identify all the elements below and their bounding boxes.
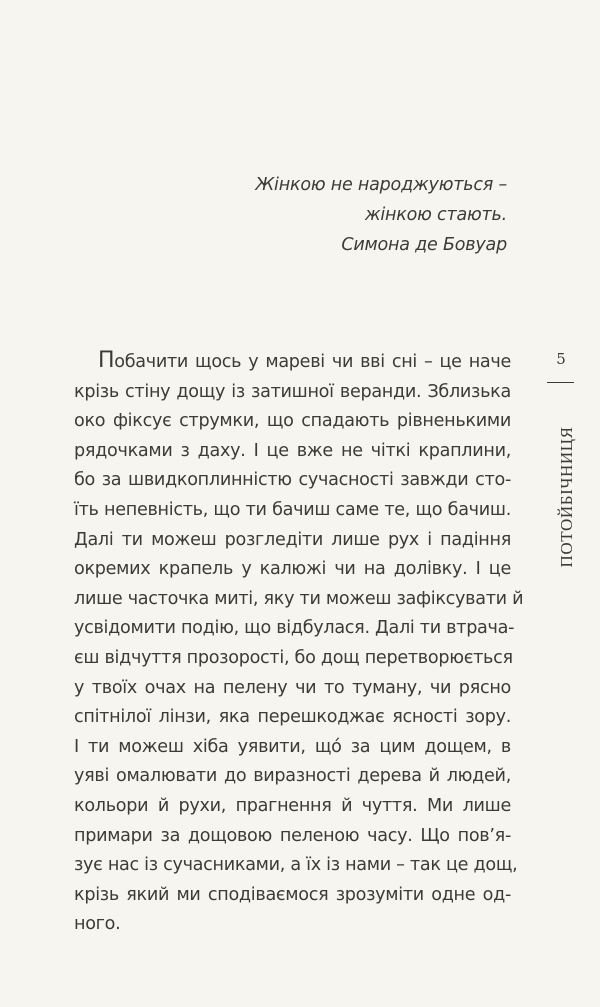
text-line: бо за швидкоплинністю сучасності завжди сто-	[74, 470, 511, 491]
text-line: окремих крапель у калюжі чи на долівку. І це	[74, 559, 511, 580]
page-number: 5	[556, 350, 566, 368]
text-line: єш відчуття прозорості, бо дощ перетворюється	[74, 647, 513, 668]
text-line: кольори й рухи, прагнення й чуття. Ми лише	[74, 795, 511, 816]
body-paragraph	[74, 346, 524, 940]
text-line: крізь який ми сподіваємося зрозуміти одне од-	[74, 884, 511, 905]
epigraph-line: жінкою стають.	[364, 205, 507, 225]
text-line: примари за дощовою пеленою часу. Що пов’я-	[74, 825, 511, 846]
text-line: їть непевність, що ти бачиш саме те, що бачиш.	[74, 499, 511, 520]
epigraph-line: Жінкою не народжуються –	[255, 175, 507, 195]
epigraph	[255, 170, 507, 260]
epigraph-author: Симона де Бовуар	[341, 235, 507, 255]
divider	[547, 382, 574, 383]
text-line	[74, 346, 511, 378]
text-line: рядочками з даху. І це вже не чіткі краплини,	[74, 440, 511, 461]
text-line: око фіксує струмки, що спадають рівненькими	[74, 411, 511, 432]
text-line-content: обачити щось у мареві чи вві сні – це наче	[114, 352, 511, 372]
text-line: зує нас із сучасниками, а їх із нами – так це дощ,	[74, 855, 518, 876]
text-line: ного.	[74, 914, 121, 935]
initial-letter: П	[98, 348, 115, 373]
text-line: уяві омалювати до виразності дерева й людей,	[74, 766, 511, 787]
text-line: І ти можеш хіба уявити, щó за цим дощем, в	[74, 736, 511, 757]
text-line: усвідомити подію, що відбулася. Далі ти втрача-	[74, 618, 515, 639]
text-line: лише часточка миті, яку ти можеш зафіксувати й	[74, 588, 524, 609]
running-head-title: ПОТОЙБІЧНИЦЯ	[557, 426, 576, 568]
text-line: крізь стіну дощу із затишної веранди. Зблизька	[74, 381, 511, 402]
text-line: спітнілої лінзи, яка перешкоджає ясності зору.	[74, 707, 511, 728]
text-line: Далі ти можеш розгледіти лише рух і падіння	[74, 529, 511, 550]
text-line: у твоїх очах на пелену чи то туману, чи рясно	[74, 677, 511, 698]
